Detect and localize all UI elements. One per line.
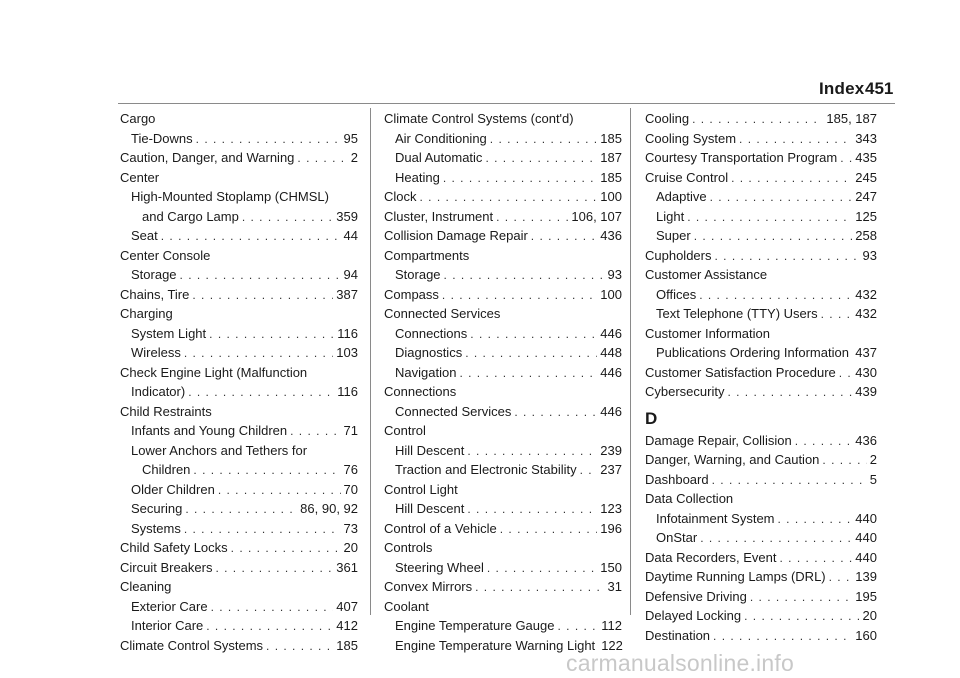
- index-entry: [384, 480, 622, 500]
- page-ref[interactable]: 446: [600, 403, 622, 419]
- entry-term: Securing: [131, 501, 183, 516]
- entry-term: Check Engine Light (Malfunction: [120, 364, 308, 380]
- dot-leader: [467, 442, 597, 462]
- entry-term: Customer Assistance: [645, 267, 768, 282]
- entry-term: Compass: [384, 286, 439, 302]
- index-subentry[interactable]: [645, 528, 877, 548]
- index-entry[interactable]: [645, 148, 877, 168]
- index-subentry[interactable]: [645, 207, 877, 227]
- page-ref[interactable]: 70: [343, 481, 358, 497]
- page-ref[interactable]: 125: [855, 208, 877, 224]
- entry-term: Lower Anchors and Tethers for: [131, 442, 308, 458]
- entry-term: Caution, Danger, and Warning: [120, 150, 295, 165]
- entry-term: Adaptive: [656, 189, 707, 204]
- index-entry[interactable]: [645, 382, 877, 402]
- page-ref[interactable]: 20: [862, 608, 877, 623]
- entry-term: Dual Automatic: [395, 150, 483, 165]
- index-entry: [645, 489, 877, 509]
- page-ref[interactable]: 439: [855, 384, 877, 399]
- index-subentry[interactable]: [384, 616, 622, 636]
- page-ref[interactable]: 247: [855, 189, 877, 204]
- dot-leader: [727, 383, 852, 403]
- index-subentry[interactable]: [120, 499, 358, 519]
- index-entry[interactable]: [645, 129, 877, 149]
- index-entry[interactable]: [645, 168, 877, 188]
- index-entry[interactable]: [120, 538, 358, 558]
- page-ref[interactable]: 440: [855, 530, 877, 545]
- index-entry[interactable]: [120, 558, 358, 578]
- index-subentry[interactable]: [120, 382, 358, 402]
- dot-leader: [184, 520, 341, 540]
- entry-term: Climate Control Systems: [120, 637, 264, 653]
- dot-leader: [829, 568, 853, 588]
- page-ref[interactable]: 432: [855, 286, 877, 302]
- page-ref[interactable]: 237: [600, 462, 622, 477]
- entry-term: OnStar: [656, 530, 698, 545]
- dot-leader: [687, 208, 852, 228]
- page-ref[interactable]: 446: [600, 364, 622, 380]
- index-entry: [120, 363, 358, 383]
- header-title: Index: [819, 79, 865, 98]
- entry-term: Navigation: [395, 364, 457, 380]
- index-subentry[interactable]: [384, 343, 622, 363]
- index-entry[interactable]: [645, 626, 877, 646]
- page-ref[interactable]: 446: [600, 325, 622, 341]
- page-ref[interactable]: 123: [600, 501, 622, 516]
- dot-leader: [420, 188, 598, 208]
- dot-leader: [750, 588, 852, 608]
- index-entry[interactable]: [384, 577, 622, 597]
- entry-term: Seat: [131, 228, 158, 243]
- entry-term: Compartments: [384, 247, 470, 263]
- entry-term: Child Restraints: [120, 403, 212, 419]
- entry-term: Charging: [120, 306, 173, 321]
- entry-term: Defensive Driving: [645, 588, 747, 604]
- page-ref[interactable]: 5: [869, 471, 877, 487]
- page-ref[interactable]: 436: [600, 228, 622, 243]
- page-ref[interactable]: 73: [343, 520, 358, 536]
- index-subentry[interactable]: [384, 129, 622, 149]
- entry-term: Cybersecurity: [645, 384, 725, 399]
- header-rule: [118, 103, 895, 104]
- index-entry[interactable]: [384, 187, 622, 207]
- index-subentry[interactable]: [120, 519, 358, 539]
- index-entry: [384, 421, 622, 441]
- index-subentry[interactable]: [645, 285, 877, 305]
- entry-term: High-Mounted Stoplamp (CHMSL): [131, 189, 329, 204]
- entry-term: Delayed Locking: [645, 608, 742, 623]
- page-ref[interactable]: 436: [855, 432, 877, 448]
- entry-term: Children: [142, 462, 191, 477]
- entry-term: Climate Control Systems (cont'd): [384, 111, 574, 126]
- entry-term: Control Light: [384, 481, 458, 497]
- index-subentry: [120, 187, 358, 207]
- entry-term: Center: [120, 169, 160, 185]
- dot-leader: [161, 227, 341, 247]
- index-entry: [384, 109, 622, 129]
- page-ref[interactable]: 361: [336, 559, 358, 575]
- dot-leader: [231, 539, 341, 559]
- entry-term: Customer Satisfaction Procedure: [645, 364, 836, 380]
- dot-leader: [297, 149, 347, 169]
- entry-term: Publications Ordering Information: [656, 345, 849, 360]
- entry-term: Customer Information: [645, 325, 770, 341]
- page-ref[interactable]: 93: [607, 267, 622, 282]
- dot-leader: [443, 169, 597, 189]
- dot-leader: [470, 325, 597, 345]
- index-subentry[interactable]: [645, 509, 877, 529]
- index-subentry[interactable]: [120, 480, 358, 500]
- dot-leader: [211, 598, 334, 618]
- page-ref[interactable]: 103: [336, 345, 358, 360]
- page-ref[interactable]: 412: [336, 618, 358, 633]
- dot-leader: [196, 130, 341, 150]
- index-entry: [120, 246, 358, 266]
- entry-term: Control: [384, 423, 426, 438]
- dot-leader: [206, 617, 333, 637]
- page-ref[interactable]: 2: [869, 452, 877, 467]
- index-entry[interactable]: [645, 450, 877, 470]
- page-ref[interactable]: 2: [350, 150, 358, 165]
- index-entry[interactable]: [645, 470, 877, 490]
- entry-term: Cluster, Instrument: [384, 208, 494, 224]
- page-ref[interactable]: 435: [855, 150, 877, 165]
- index-subentry[interactable]: [120, 226, 358, 246]
- index-entry: [120, 168, 358, 188]
- index-entry: [384, 538, 622, 558]
- dot-leader: [692, 110, 823, 130]
- dot-leader: [778, 510, 853, 530]
- page-ref[interactable]: 430: [855, 364, 877, 380]
- index-column-3: [645, 109, 877, 645]
- page-ref[interactable]: 359: [336, 208, 358, 224]
- page-ref[interactable]: 245: [855, 169, 877, 185]
- index-subentry[interactable]: [384, 460, 622, 480]
- page-number: 451: [865, 79, 894, 98]
- page-ref[interactable]: 185: [336, 637, 358, 653]
- index-subentry[interactable]: [384, 168, 622, 188]
- index-subentry[interactable]: [384, 499, 622, 519]
- entry-term: Diagnostics: [395, 345, 463, 360]
- index-entry: [120, 402, 358, 422]
- page-ref[interactable]: 86, 90, 92: [300, 501, 358, 516]
- index-entry[interactable]: [645, 109, 877, 129]
- index-column-2: [384, 109, 622, 655]
- page-ref[interactable]: 196: [600, 520, 622, 536]
- index-entry[interactable]: [645, 587, 877, 607]
- dot-leader: [694, 227, 853, 247]
- dot-leader: [580, 461, 598, 481]
- dot-leader: [744, 607, 859, 627]
- entry-term: Offices: [656, 286, 697, 302]
- entry-term: Control of a Vehicle: [384, 520, 497, 536]
- dot-leader: [467, 500, 597, 520]
- page-ref[interactable]: 195: [855, 588, 877, 604]
- page-ref[interactable]: 93: [862, 247, 877, 263]
- dot-leader: [209, 325, 334, 345]
- index-column-1: [120, 109, 358, 655]
- entry-term: Super: [656, 228, 691, 243]
- dot-leader: [739, 130, 852, 150]
- index-entry[interactable]: [120, 148, 358, 168]
- dot-leader: [185, 500, 297, 520]
- dot-leader: [557, 617, 598, 637]
- index-subentry[interactable]: [120, 207, 358, 227]
- entry-term: Center Console: [120, 247, 211, 263]
- index-subentry[interactable]: [384, 402, 622, 422]
- entry-term: and Cargo Lamp: [142, 208, 239, 224]
- entry-term: Collision Damage Repair: [384, 228, 528, 243]
- dot-leader: [710, 188, 853, 208]
- entry-term: Courtesy Transportation Program: [645, 150, 838, 165]
- dot-leader: [500, 520, 598, 540]
- index-subentry: [120, 441, 358, 461]
- index-subentry[interactable]: [120, 324, 358, 344]
- entry-term: Cooling System: [645, 130, 737, 146]
- page-ref[interactable]: 100: [600, 189, 622, 204]
- entry-term: Engine Temperature Gauge: [395, 618, 555, 633]
- entry-term: Exterior Care: [131, 598, 208, 614]
- page-ref[interactable]: 139: [855, 569, 877, 584]
- page-header: [795, 79, 895, 103]
- entry-term: Storage: [131, 267, 177, 282]
- entry-term: Hill Descent: [395, 501, 465, 516]
- page-ref[interactable]: 44: [343, 228, 358, 243]
- dot-leader: [490, 130, 598, 150]
- index-entry: [645, 324, 877, 344]
- dot-leader: [266, 637, 333, 657]
- dot-leader: [713, 627, 852, 647]
- dot-leader: [475, 578, 604, 598]
- index-entry[interactable]: [384, 519, 622, 539]
- entry-term: Controls: [384, 540, 433, 555]
- index-subentry[interactable]: [645, 343, 877, 363]
- entry-term: Infants and Young Children: [131, 423, 288, 438]
- entry-term: Coolant: [384, 598, 429, 614]
- page-ref[interactable]: 440: [855, 510, 877, 526]
- dot-leader: [290, 422, 340, 442]
- column-divider: [370, 108, 371, 615]
- index-entry: [384, 382, 622, 402]
- section-letter: D: [645, 408, 658, 428]
- entry-term: Convex Mirrors: [384, 579, 473, 594]
- page-ref[interactable]: 31: [607, 579, 622, 594]
- dot-leader: [444, 266, 605, 286]
- entry-term: Data Recorders, Event: [645, 549, 777, 565]
- page-ref[interactable]: 407: [336, 598, 358, 614]
- entry-term: Heating: [395, 169, 440, 185]
- entry-term: Connected Services: [395, 403, 512, 419]
- dot-leader: [840, 149, 852, 169]
- entry-term: Hill Descent: [395, 442, 465, 458]
- entry-term: Storage: [395, 267, 441, 282]
- index-entry[interactable]: [384, 285, 622, 305]
- entry-term: Danger, Warning, and Caution: [645, 452, 820, 467]
- page-ref[interactable]: 150: [600, 559, 622, 575]
- page-ref[interactable]: 95: [343, 130, 358, 146]
- page-ref[interactable]: 106, 107: [571, 208, 622, 224]
- entry-term: Circuit Breakers: [120, 559, 213, 575]
- entry-term: Systems: [131, 520, 181, 536]
- dot-leader: [839, 364, 853, 384]
- dot-leader: [180, 266, 341, 286]
- page-ref[interactable]: 122: [601, 637, 623, 653]
- entry-term: Child Safety Locks: [120, 540, 228, 555]
- entry-term: Cargo: [120, 111, 156, 126]
- entry-term: Cupholders: [645, 247, 712, 263]
- page-ref[interactable]: 185, 187: [826, 111, 877, 126]
- dot-leader: [496, 208, 568, 228]
- dot-leader: [821, 305, 853, 325]
- entry-term: System Light: [131, 325, 207, 341]
- entry-term: Wireless: [131, 345, 181, 360]
- index-subentry[interactable]: [384, 441, 622, 461]
- page-ref[interactable]: 185: [600, 130, 622, 146]
- dot-leader: [442, 286, 597, 306]
- dot-leader: [731, 169, 852, 189]
- index-subentry[interactable]: [120, 129, 358, 149]
- index-entry[interactable]: [645, 246, 877, 266]
- page-ref[interactable]: 185: [600, 169, 622, 185]
- entry-term: Cooling: [645, 111, 690, 126]
- entry-term: Destination: [645, 627, 711, 643]
- index-entry: [120, 304, 358, 324]
- index-subentry[interactable]: [645, 226, 877, 246]
- dot-leader: [192, 286, 333, 306]
- watermark: carmanualsonline.info: [566, 650, 794, 676]
- entry-term: Indicator): [131, 384, 186, 399]
- page-ref[interactable]: 448: [600, 345, 622, 360]
- entry-term: Infotainment System: [656, 510, 775, 526]
- index-entry: [384, 304, 622, 324]
- page-ref[interactable]: 258: [855, 228, 877, 243]
- entry-term: Traction and Electronic Stability: [395, 462, 577, 477]
- page-ref[interactable]: 437: [855, 345, 877, 360]
- page-ref[interactable]: 387: [336, 286, 358, 302]
- dot-leader: [700, 529, 852, 549]
- page-ref[interactable]: 71: [343, 423, 358, 438]
- page-ref[interactable]: 100: [600, 286, 622, 302]
- index-entry[interactable]: [645, 606, 877, 626]
- index-subentry[interactable]: [384, 265, 622, 285]
- page-ref[interactable]: 343: [855, 130, 877, 146]
- entry-term: Light: [656, 208, 685, 224]
- index-subentry[interactable]: [384, 148, 622, 168]
- entry-term: Connected Services: [384, 306, 501, 321]
- dot-leader: [699, 286, 852, 306]
- index-entry[interactable]: [645, 548, 877, 568]
- index-entry[interactable]: [645, 431, 877, 451]
- page-ref[interactable]: 116: [337, 384, 358, 399]
- entry-term: Air Conditioning: [395, 130, 487, 146]
- dot-leader: [712, 471, 867, 491]
- dot-leader: [465, 344, 597, 364]
- index-subentry[interactable]: [120, 460, 358, 480]
- column-divider: [630, 108, 631, 615]
- entry-term: Clock: [384, 189, 417, 204]
- page-ref[interactable]: 94: [343, 267, 358, 282]
- page-ref[interactable]: 20: [343, 540, 358, 555]
- page-ref[interactable]: 160: [855, 627, 877, 643]
- entry-term: Engine Temperature Warning Light: [395, 637, 596, 653]
- index-subentry[interactable]: [120, 343, 358, 363]
- index-entry: [384, 246, 622, 266]
- index-entry: [645, 265, 877, 285]
- entry-term: Cleaning: [120, 579, 172, 594]
- entry-term: Interior Care: [131, 618, 204, 633]
- entry-term: Connections: [395, 325, 468, 341]
- index-subentry[interactable]: [645, 187, 877, 207]
- page-ref[interactable]: 112: [601, 618, 622, 633]
- dot-leader: [184, 344, 333, 364]
- dot-leader: [487, 559, 597, 579]
- page-ref[interactable]: 239: [600, 442, 622, 458]
- dot-leader: [485, 149, 597, 169]
- index-entry: [120, 109, 358, 129]
- entry-term: Cruise Control: [645, 169, 729, 185]
- index-subentry[interactable]: [645, 304, 877, 324]
- entry-term: Chains, Tire: [120, 286, 190, 302]
- entry-term: Damage Repair, Collision: [645, 432, 792, 448]
- index-subentry[interactable]: [384, 324, 622, 344]
- dot-leader: [514, 403, 597, 423]
- entry-term: Tie-Downs: [131, 130, 193, 146]
- page-ref[interactable]: 187: [600, 150, 622, 165]
- entry-term: Steering Wheel: [395, 559, 484, 575]
- page-ref[interactable]: 440: [855, 549, 877, 565]
- entry-term: Connections: [384, 384, 457, 399]
- page-ref[interactable]: 432: [855, 306, 877, 321]
- dot-leader: [188, 383, 334, 403]
- index-subentry[interactable]: [384, 363, 622, 383]
- index-entry[interactable]: [120, 636, 358, 656]
- dot-leader: [822, 451, 866, 471]
- dot-leader: [459, 364, 597, 384]
- index-subentry[interactable]: [120, 265, 358, 285]
- dot-leader: [795, 432, 853, 452]
- index-entry: [120, 577, 358, 597]
- index-entry[interactable]: [645, 567, 877, 587]
- dot-leader: [242, 208, 333, 228]
- index-entry[interactable]: [384, 226, 622, 246]
- dot-leader: [531, 227, 598, 247]
- dot-leader: [193, 461, 340, 481]
- entry-term: Older Children: [131, 481, 215, 497]
- index-subentry[interactable]: [120, 421, 358, 441]
- page-ref[interactable]: 76: [343, 462, 358, 477]
- entry-term: Dashboard: [645, 471, 709, 487]
- index-subentry[interactable]: [120, 597, 358, 617]
- index-subentry[interactable]: [120, 616, 358, 636]
- index-entry[interactable]: [384, 207, 622, 227]
- index-subentry[interactable]: [384, 558, 622, 578]
- entry-term: Data Collection: [645, 491, 734, 506]
- page-ref[interactable]: 116: [337, 325, 358, 341]
- entry-term: Daytime Running Lamps (DRL): [645, 569, 826, 584]
- dot-leader: [215, 559, 333, 579]
- index-entry: [384, 597, 622, 617]
- dot-leader: [715, 247, 860, 267]
- entry-term: Text Telephone (TTY) Users: [656, 306, 818, 321]
- dot-leader: [780, 549, 853, 569]
- dot-leader: [218, 481, 341, 501]
- index-entry[interactable]: [120, 285, 358, 305]
- index-entry[interactable]: [645, 363, 877, 383]
